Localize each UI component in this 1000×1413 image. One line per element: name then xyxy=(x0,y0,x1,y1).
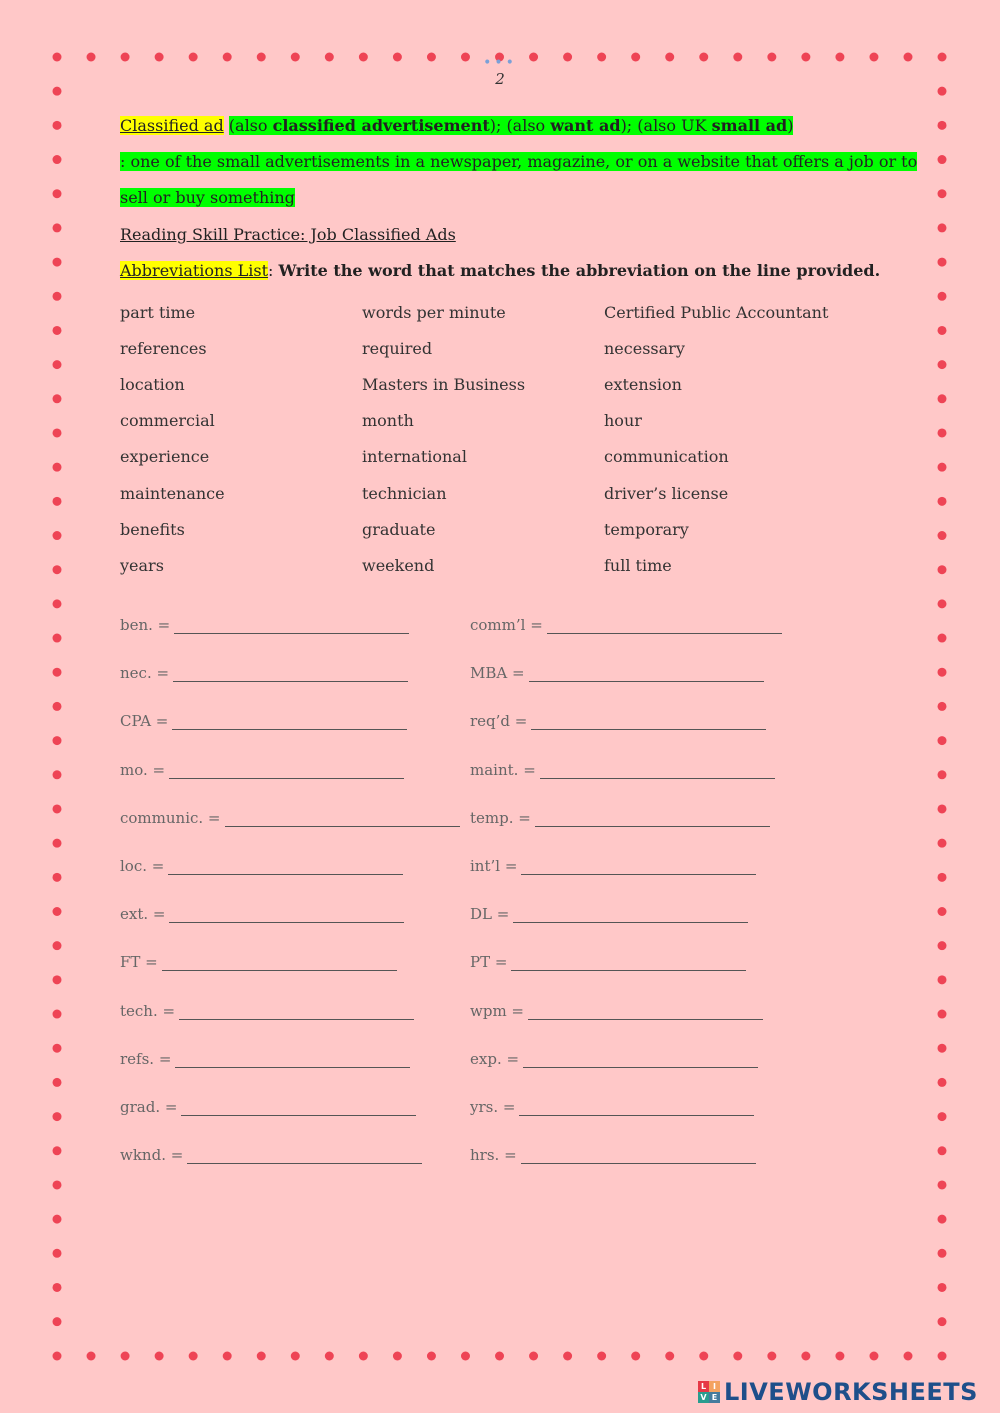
border-dot xyxy=(325,1352,334,1361)
border-dot xyxy=(869,1352,878,1361)
border-dot xyxy=(801,1352,810,1361)
answer-blank[interactable] xyxy=(521,1147,756,1164)
border-dot xyxy=(325,53,334,62)
border-dot xyxy=(631,1352,640,1361)
answer-blank[interactable] xyxy=(169,762,404,779)
border-dot xyxy=(53,223,62,232)
border-dot xyxy=(529,1352,538,1361)
word-item: weekend xyxy=(362,555,435,575)
word-item: international xyxy=(362,447,467,467)
exercise-row xyxy=(120,953,820,1001)
border-dot xyxy=(938,907,947,916)
exercise-item xyxy=(120,809,470,827)
border-dot xyxy=(938,87,947,96)
border-dot xyxy=(938,428,947,437)
logo-letter: V xyxy=(698,1392,709,1403)
answer-blank[interactable] xyxy=(523,1051,758,1068)
word-row xyxy=(120,439,880,475)
abbreviation-label: grad. = xyxy=(120,1097,178,1116)
answer-blank[interactable] xyxy=(169,906,404,923)
exercise-row xyxy=(120,616,820,664)
word-item: location xyxy=(120,374,185,394)
word-row xyxy=(120,511,880,547)
word-item: years xyxy=(120,555,164,575)
border-dot xyxy=(53,53,62,62)
border-dot xyxy=(53,770,62,779)
border-dot xyxy=(938,702,947,711)
border-dot xyxy=(53,189,62,198)
border-dot xyxy=(53,1317,62,1326)
exercise-item xyxy=(470,664,820,682)
border-dot xyxy=(53,463,62,472)
border-dot xyxy=(801,53,810,62)
word-item: required xyxy=(362,338,433,358)
border-dot xyxy=(938,497,947,506)
border-dot xyxy=(665,53,674,62)
exercise-row xyxy=(120,1098,820,1146)
border-dot xyxy=(938,1215,947,1224)
border-dot xyxy=(291,1352,300,1361)
abbreviation-label: communic. = xyxy=(120,808,221,827)
border-dot xyxy=(904,1352,913,1361)
abbreviation-label: comm’l = xyxy=(470,616,543,634)
abbreviation-label: mo. = xyxy=(120,760,166,779)
exercise-item xyxy=(470,905,820,923)
border-dot xyxy=(938,1044,947,1053)
abbreviation-label: int’l = xyxy=(470,856,518,875)
border-dot xyxy=(53,1249,62,1258)
abbreviation-label: temp. = xyxy=(470,808,531,827)
exercise-row xyxy=(120,712,820,760)
exercise-list xyxy=(120,616,820,1194)
exercise-row xyxy=(120,1146,820,1194)
exercise-item xyxy=(120,1002,470,1020)
border-dot xyxy=(53,497,62,506)
border-dot xyxy=(427,1352,436,1361)
border-dot xyxy=(257,53,266,62)
word-item: Certified Public Accountant xyxy=(604,302,829,322)
border-dot xyxy=(938,770,947,779)
classified-ad-heading xyxy=(120,116,793,135)
border-dot xyxy=(53,326,62,335)
answer-blank[interactable] xyxy=(540,762,775,779)
logo-letter: L xyxy=(698,1381,709,1392)
abbreviation-label: yrs. = xyxy=(470,1097,516,1116)
border-dot xyxy=(53,1078,62,1087)
abbreviation-label: DL = xyxy=(470,905,510,924)
border-dot xyxy=(563,53,572,62)
abbreviation-label: ext. = xyxy=(120,905,166,924)
abbreviation-label: refs. = xyxy=(120,1049,172,1068)
logo-letter: I xyxy=(709,1381,720,1392)
word-item: full time xyxy=(604,555,672,575)
word-item: experience xyxy=(120,447,210,467)
answer-blank[interactable] xyxy=(513,906,748,923)
exercise-item xyxy=(470,1098,820,1116)
word-item: part time xyxy=(120,302,196,322)
border-dot xyxy=(189,1352,198,1361)
border-dot xyxy=(393,1352,402,1361)
exercise-item xyxy=(120,712,470,730)
definition-line-2: sell or buy something xyxy=(120,188,295,207)
exercise-item xyxy=(470,1146,820,1164)
border-dot xyxy=(938,1146,947,1155)
border-dot xyxy=(461,53,470,62)
word-list xyxy=(120,294,880,584)
border-dot xyxy=(938,360,947,369)
word-item: words per minute xyxy=(362,302,506,322)
abbreviation-label: wpm = xyxy=(470,1001,525,1020)
border-dot xyxy=(53,873,62,882)
border-dot xyxy=(938,634,947,643)
border-dot xyxy=(938,1352,947,1361)
abbreviation-label: tech. = xyxy=(120,1001,176,1020)
border-dot xyxy=(938,292,947,301)
exercise-item xyxy=(470,809,820,827)
border-dot xyxy=(938,531,947,540)
border-dot xyxy=(53,941,62,950)
exercise-item xyxy=(120,1146,470,1164)
border-dot xyxy=(121,1352,130,1361)
page-number: 2 xyxy=(495,70,505,88)
border-dot xyxy=(427,53,436,62)
answer-blank[interactable] xyxy=(511,954,746,971)
border-dot xyxy=(631,53,640,62)
abbreviation-label: wknd. = xyxy=(120,1146,184,1165)
border-dot xyxy=(53,1010,62,1019)
border-dot xyxy=(938,1317,947,1326)
exercise-item xyxy=(120,1050,470,1068)
border-dot xyxy=(938,394,947,403)
exercise-item xyxy=(470,761,820,779)
answer-blank[interactable] xyxy=(531,713,766,730)
exercise-item xyxy=(470,953,820,971)
border-dot xyxy=(257,1352,266,1361)
border-dot xyxy=(938,599,947,608)
border-dot xyxy=(53,599,62,608)
answer-blank[interactable] xyxy=(168,858,403,875)
border-dot xyxy=(938,804,947,813)
word-item: graduate xyxy=(362,519,436,539)
abbreviation-label: maint. = xyxy=(470,760,536,779)
answer-blank[interactable] xyxy=(535,810,770,827)
abbreviation-label: exp. = xyxy=(470,1049,520,1068)
border-dot xyxy=(938,565,947,574)
border-dot xyxy=(529,53,538,62)
border-dot xyxy=(87,1352,96,1361)
exercise-item xyxy=(120,664,470,682)
abbreviation-label: FT = xyxy=(120,953,158,972)
abbreviation-label: CPA = xyxy=(120,712,169,731)
exercise-row xyxy=(120,1002,820,1050)
border-dot xyxy=(359,1352,368,1361)
abbreviation-label: ben. = xyxy=(120,616,171,634)
border-dot xyxy=(938,941,947,950)
border-dot xyxy=(223,53,232,62)
border-dot xyxy=(938,873,947,882)
border-dot xyxy=(904,53,913,62)
border-dot xyxy=(699,53,708,62)
border-dot xyxy=(53,634,62,643)
border-dot xyxy=(835,1352,844,1361)
border-dot xyxy=(53,1283,62,1292)
border-dot xyxy=(835,53,844,62)
border-dot xyxy=(597,1352,606,1361)
abbreviation-label: req’d = xyxy=(470,712,528,731)
definition-line-1: : one of the small advertisements in a newspaper, magazine, or on a website that offers a job or to xyxy=(120,152,918,171)
border-dot xyxy=(767,53,776,62)
border-dot xyxy=(938,326,947,335)
word-item: communication xyxy=(604,447,729,467)
exercise-row xyxy=(120,809,820,857)
logo-mark-icon xyxy=(698,1381,720,1403)
answer-blank[interactable] xyxy=(547,617,782,634)
exercise-item xyxy=(470,1002,820,1020)
border-dot xyxy=(938,736,947,745)
answer-blank[interactable] xyxy=(174,617,409,634)
word-row xyxy=(120,403,880,439)
answer-blank[interactable] xyxy=(162,954,397,971)
border-dot xyxy=(938,1010,947,1019)
border-dot xyxy=(938,975,947,984)
answer-blank[interactable] xyxy=(225,810,460,827)
logo-letter: E xyxy=(709,1392,720,1403)
border-dot xyxy=(665,1352,674,1361)
answer-blank[interactable] xyxy=(521,858,756,875)
abbreviations-instruction: Abbreviations List: Write the word that matches the abbreviation on the line provided. xyxy=(120,261,881,280)
answer-blank[interactable] xyxy=(528,1003,763,1020)
exercise-row xyxy=(120,664,820,712)
border-dot xyxy=(359,53,368,62)
border-dot xyxy=(597,53,606,62)
exercise-item xyxy=(120,905,470,923)
border-dot xyxy=(938,668,947,677)
word-item: benefits xyxy=(120,519,185,539)
border-dot xyxy=(938,258,947,267)
border-dot xyxy=(53,87,62,96)
exercise-item xyxy=(470,1050,820,1068)
page-number-block xyxy=(470,55,530,88)
border-dot xyxy=(938,223,947,232)
liveworksheets-logo xyxy=(698,1378,978,1406)
exercise-item xyxy=(120,616,470,634)
border-dot xyxy=(938,1180,947,1189)
border-dot xyxy=(223,1352,232,1361)
exercise-item xyxy=(120,953,470,971)
word-item: driver’s license xyxy=(604,483,729,503)
border-dot xyxy=(461,1352,470,1361)
exercise-item xyxy=(120,761,470,779)
border-dot xyxy=(53,531,62,540)
reading-skill-title: Reading Skill Practice: Job Classified Ads xyxy=(120,225,456,244)
border-dot xyxy=(733,1352,742,1361)
border-dot xyxy=(938,463,947,472)
border-dot xyxy=(495,1352,504,1361)
border-dot xyxy=(938,1078,947,1087)
word-item: necessary xyxy=(604,338,685,358)
word-item: commercial xyxy=(120,411,215,431)
border-dot xyxy=(699,1352,708,1361)
abbreviation-label: hrs. = xyxy=(470,1146,517,1165)
word-row xyxy=(120,366,880,402)
abbreviation-label: nec. = xyxy=(120,664,170,683)
word-row xyxy=(120,475,880,511)
border-dot xyxy=(767,1352,776,1361)
word-item: technician xyxy=(362,483,447,503)
logo-text: LIVEWORKSHEETS xyxy=(724,1378,978,1406)
exercise-item xyxy=(470,616,820,634)
border-dot xyxy=(53,736,62,745)
answer-blank[interactable] xyxy=(173,665,408,682)
border-dot xyxy=(121,53,130,62)
border-dot xyxy=(53,1146,62,1155)
abbreviations-label: Abbreviations List xyxy=(120,261,269,280)
border-dot xyxy=(938,1249,947,1258)
border-dot xyxy=(53,121,62,130)
answer-blank[interactable] xyxy=(179,1003,414,1020)
exercise-row xyxy=(120,761,820,809)
answer-blank[interactable] xyxy=(187,1147,422,1164)
answer-blank[interactable] xyxy=(172,713,407,730)
border-dot xyxy=(53,428,62,437)
word-item: hour xyxy=(604,411,642,431)
border-dot xyxy=(938,1283,947,1292)
border-dot xyxy=(733,53,742,62)
border-dot xyxy=(53,155,62,164)
border-dot xyxy=(155,53,164,62)
border-dot xyxy=(938,189,947,198)
exercise-item xyxy=(120,857,470,875)
border-dot xyxy=(938,839,947,848)
word-item: month xyxy=(362,411,414,431)
abbreviation-label: loc. = xyxy=(120,856,165,875)
border-dot xyxy=(87,53,96,62)
border-dot xyxy=(53,907,62,916)
border-dot xyxy=(53,1215,62,1224)
answer-blank[interactable] xyxy=(529,665,764,682)
exercise-item xyxy=(120,1098,470,1116)
border-dot xyxy=(53,668,62,677)
border-dot xyxy=(53,394,62,403)
border-dot xyxy=(189,53,198,62)
border-dot xyxy=(938,1112,947,1121)
answer-blank[interactable] xyxy=(181,1099,416,1116)
border-dot xyxy=(53,975,62,984)
exercise-row xyxy=(120,905,820,953)
border-dot xyxy=(53,804,62,813)
border-dot xyxy=(938,155,947,164)
exercise-row xyxy=(120,1050,820,1098)
border-dot xyxy=(291,53,300,62)
border-dot xyxy=(393,53,402,62)
page-dots-icon: ••• xyxy=(483,55,517,71)
answer-blank[interactable] xyxy=(519,1099,754,1116)
word-item: references xyxy=(120,338,207,358)
border-dot xyxy=(938,121,947,130)
border-dot xyxy=(155,1352,164,1361)
border-dot xyxy=(53,565,62,574)
border-dot xyxy=(563,1352,572,1361)
word-row xyxy=(120,294,880,330)
word-item: extension xyxy=(604,374,682,394)
border-dot xyxy=(53,258,62,267)
word-item: Masters in Business xyxy=(362,374,526,394)
border-dot xyxy=(53,292,62,301)
word-item: temporary xyxy=(604,519,689,539)
border-dot xyxy=(53,1180,62,1189)
border-dot xyxy=(53,1112,62,1121)
abbreviation-label: MBA = xyxy=(470,664,525,683)
also-names: (also classified advertisement); (also want ad); (also UK small ad) xyxy=(228,116,794,135)
exercise-row xyxy=(120,857,820,905)
border-dot xyxy=(938,53,947,62)
word-item: maintenance xyxy=(120,483,225,503)
border-dot xyxy=(53,839,62,848)
answer-blank[interactable] xyxy=(175,1051,410,1068)
border-dot xyxy=(53,360,62,369)
abbreviation-label: PT = xyxy=(470,953,508,972)
exercise-item xyxy=(470,857,820,875)
instruction-text: Write the word that matches the abbreviation on the line provided. xyxy=(278,261,881,280)
term-classified-ad: Classified ad xyxy=(120,116,224,135)
word-row xyxy=(120,547,880,583)
border-dot xyxy=(53,1352,62,1361)
border-dot xyxy=(53,1044,62,1053)
exercise-item xyxy=(470,712,820,730)
border-dot xyxy=(869,53,878,62)
border-dot xyxy=(53,702,62,711)
word-row xyxy=(120,330,880,366)
